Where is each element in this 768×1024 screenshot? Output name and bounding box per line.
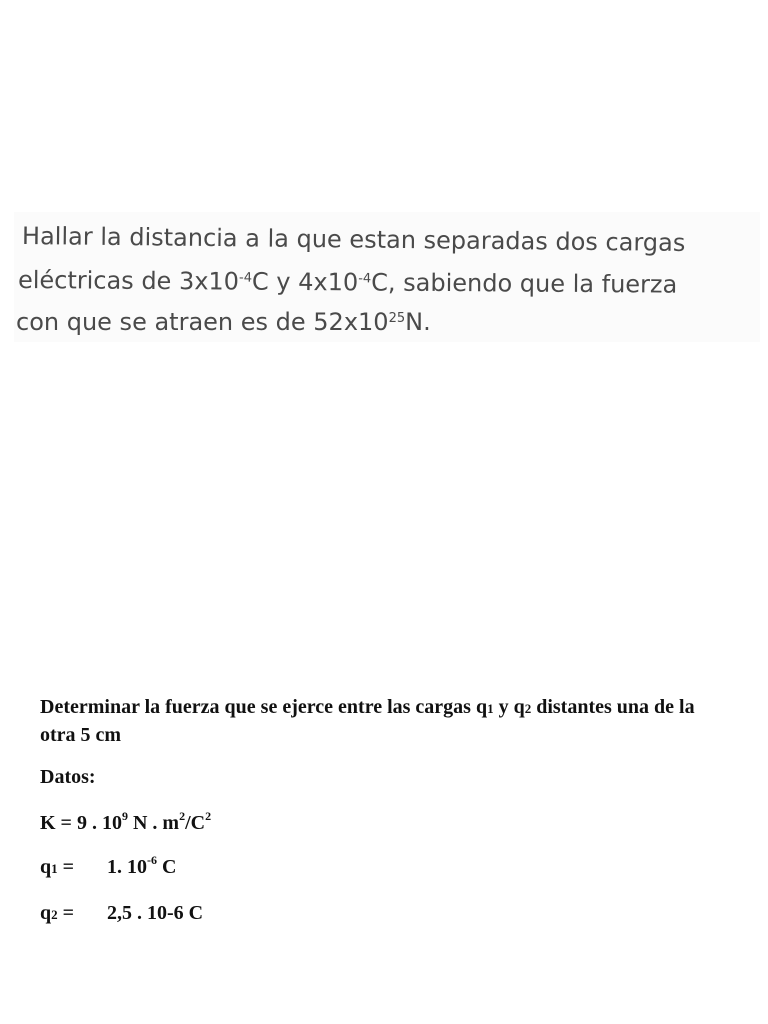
subscript: 2 (51, 907, 58, 922)
exponent: -4 (358, 271, 372, 287)
problem-1-text (14, 212, 760, 342)
subscript: 2 (524, 701, 532, 716)
charge-q1-label: q1 = (40, 856, 75, 878)
charge-q1-value: 1. $10^{-6}$ C (107, 853, 177, 878)
constant-k-line: K = 9 . $10^9$ N . $m^2/C^2$ (40, 809, 212, 834)
exponent: 9 (121, 809, 128, 823)
charge-q2-label: q2 = (40, 902, 75, 924)
subscript: 1 (51, 861, 58, 876)
problem-1-line-3: con que se atraen es de $52x10^{25}N$. (16, 308, 431, 336)
subscript: 1 (487, 701, 494, 716)
problem-2-text (40, 694, 730, 924)
exponent: 2 (179, 809, 186, 823)
problem-1-line-1: Hallar la distancia a la que estan separadas dos cargas (21, 222, 686, 257)
datos-heading: Datos: (40, 766, 96, 788)
exponent: -6 (147, 853, 157, 867)
problem-1-line-2: eléctricas de $3x10^{-4}C$ y $4x10^{-4}C$, sabiendo que la fuerza (17, 266, 678, 299)
charge-q2-line (40, 902, 203, 925)
exponent: -4 (238, 270, 253, 286)
charge-q1-line (40, 853, 177, 879)
exponent: 25 (388, 311, 406, 326)
exponent: 2 (205, 809, 212, 823)
charge-q2-value: 2,5 . 10-6 C (107, 902, 204, 924)
problem-2-statement: Determinar la fuerza que se ejerce entre las cargas q1 y q2 distantes una de la otra 5 cm (40, 696, 695, 746)
